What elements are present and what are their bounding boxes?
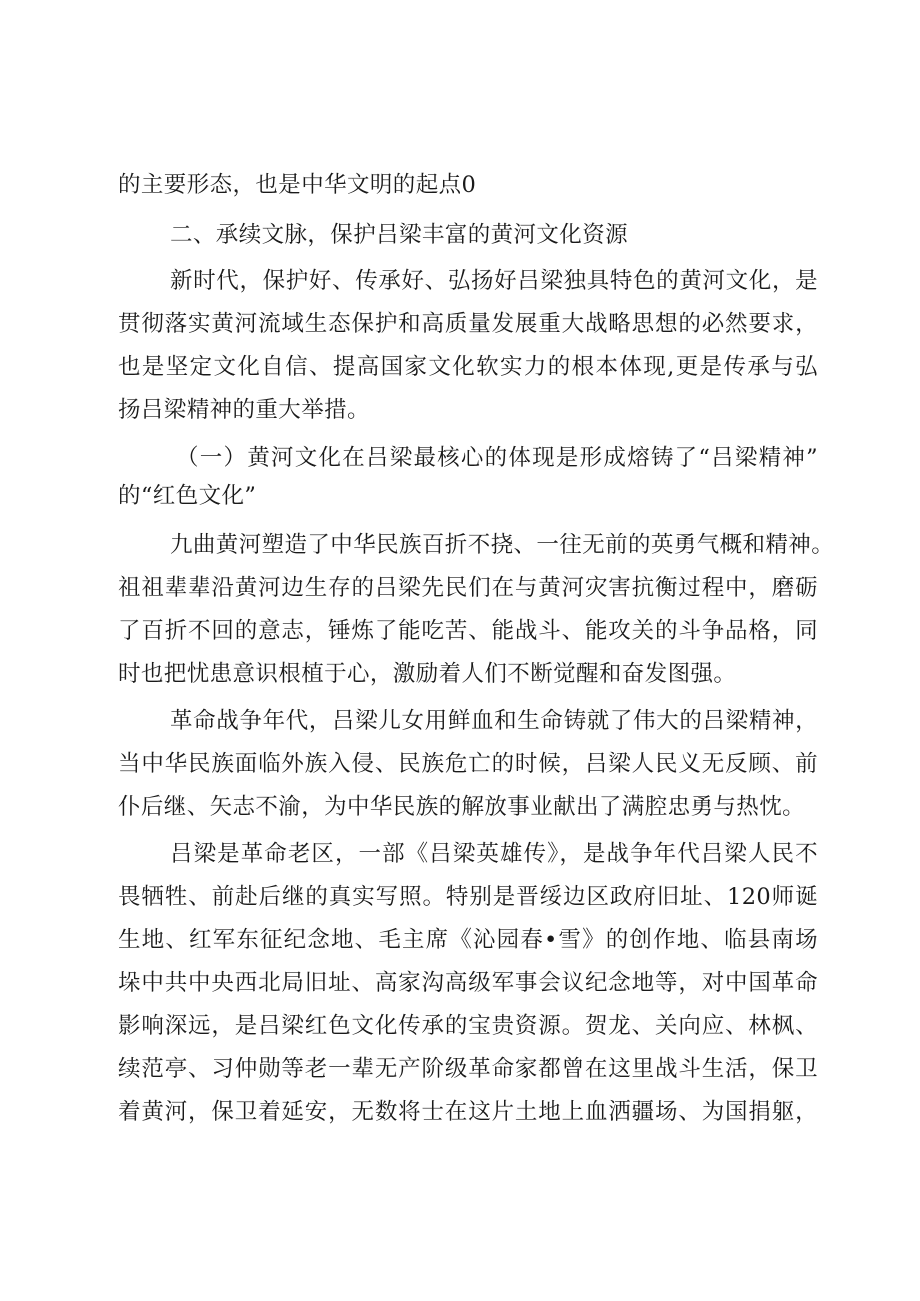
paragraph-line: 九曲黄河塑造了中华民族百折不挠、一往无前的英勇气概和精神。 (170, 532, 835, 558)
paragraph-line: 仆后继、矢志不渝，为中华民族的解放事业献出了满腔忠勇与热忱。 (118, 794, 806, 820)
subsection-heading: （一）黄河文化在吕梁最核心的体现是形成熔铸了“吕梁精神” (176, 445, 818, 471)
paragraph-line: 生地、红军东征纪念地、毛主席《沁园春•雪》的创作地、临县南场 (118, 927, 818, 953)
paragraph-line: 垛中共中央西北局旧址、高家沟高级军事会议纪念地等，对中国革命 (118, 970, 818, 996)
text-line-continuation: 的主要形态，也是中华文明的起点0 (118, 172, 477, 198)
paragraph-line: 新时代，保护好、传承好、弘扬好吕梁独具特色的黄河文化，是 (170, 268, 818, 294)
paragraph-line: 续范亭、习仲勋等老一辈无产阶级革命家都曾在这里战斗生活，保卫 (118, 1056, 818, 1082)
paragraph-line: 吕梁是革命老区，一部《吕梁英雄传》，是战争年代吕梁人民不 (170, 841, 818, 867)
paragraph-line: 影响深远，是吕梁红色文化传承的宝贵资源。贺龙、关向应、林枫、 (118, 1013, 818, 1039)
paragraph-line: 贯彻落实黄河流域生态保护和高质量发展重大战略思想的必然要求， (118, 311, 818, 337)
subsection-heading: 的“红色文化” (118, 483, 257, 509)
paragraph-line: 革命战争年代，吕梁儿女用鲜血和生命铸就了伟大的吕梁精神， (170, 708, 818, 734)
paragraph-line: 着黄河，保卫着延安，无数将士在这片土地上血洒疆场、为国捐躯， (118, 1099, 818, 1125)
paragraph-line: 也是坚定文化自信、提高国家文化软实力的根本体现,更是传承与弘 (118, 354, 818, 380)
paragraph-line: 畏牺牲、前赴后继的真实写照。特别是晋绥边区政府旧址、120师诞 (118, 884, 818, 910)
paragraph-line: 扬吕梁精神的重大举措。 (118, 397, 370, 423)
paragraph-line: 了百折不回的意志，锤炼了能吃苦、能战斗、能攻关的斗争品格，同 (118, 618, 818, 644)
section-heading: 二、承续文脉，保护吕梁丰富的黄河文化资源 (170, 222, 629, 248)
paragraph-line: 当中华民族面临外族入侵、民族危亡的时候，吕梁人民义无反顾、前 (118, 751, 818, 777)
paragraph-line: 祖祖辈辈沿黄河边生存的吕梁先民们在与黄河灾害抗衡过程中，磨砺 (118, 575, 818, 601)
paragraph-line: 时也把忧患意识根植于心，激励着人们不断觉醒和奋发图强。 (118, 661, 737, 687)
